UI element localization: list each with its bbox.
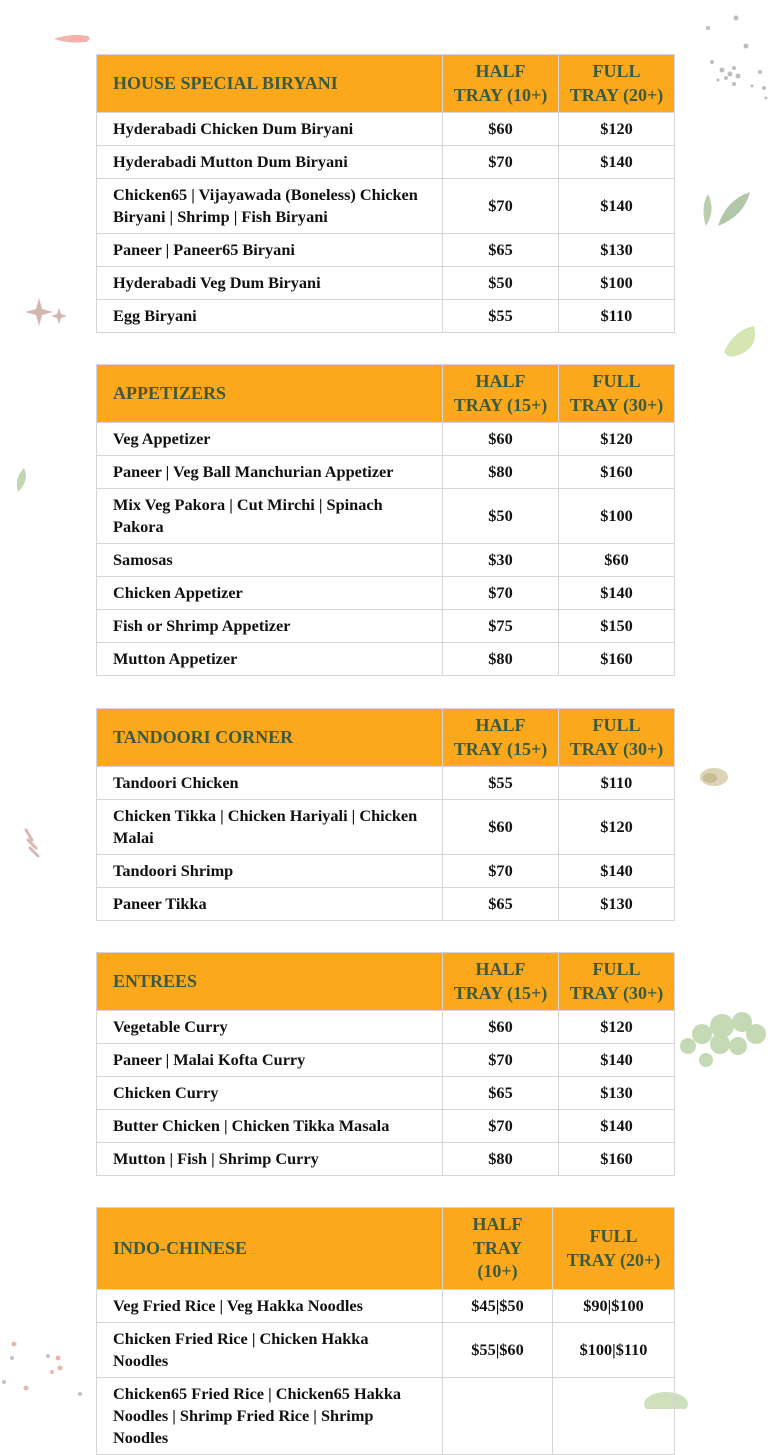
- bay-leaves-decoration-icon: [696, 186, 752, 232]
- half-tray-price: [443, 1378, 553, 1455]
- full-tray-price: $120: [559, 113, 675, 146]
- full-tray-header: FULL TRAY (30+): [559, 953, 675, 1011]
- full-tray-price: $90|$100: [553, 1290, 675, 1323]
- half-tray-header: HALF TRAY (10+): [443, 1208, 553, 1290]
- half-tray-price: $70: [443, 1044, 559, 1077]
- half-tray-price: $70: [443, 1110, 559, 1143]
- item-name: Hyderabadi Mutton Dum Biryani: [97, 146, 443, 179]
- full-tray-price: $120: [559, 1011, 675, 1044]
- half-tray-price: $80: [443, 643, 559, 676]
- table-row: [97, 1110, 675, 1143]
- indo-chinese-menu-table: [96, 1207, 675, 1455]
- table-header-row: [97, 365, 675, 423]
- section-title: INDO-CHINESE: [97, 1208, 443, 1290]
- full-tray-price: $120: [559, 423, 675, 456]
- half-tray-price: $60: [443, 423, 559, 456]
- table-row: [97, 1044, 675, 1077]
- half-tray-price: $60: [443, 800, 559, 855]
- full-tray-header: FULL TRAY (30+): [559, 365, 675, 423]
- half-tray-price: $55: [443, 300, 559, 333]
- spice-dots-decoration-icon: [0, 1336, 86, 1406]
- half-tray-price: $70: [443, 855, 559, 888]
- item-name: Chicken65 Fried Rice | Chicken65 Hakka Noodles | Shrimp Fried Rice | Shrimp Noodles: [97, 1378, 443, 1455]
- half-tray-header: HALF TRAY (15+): [443, 709, 559, 767]
- half-tray-price: $70: [443, 577, 559, 610]
- half-tray-price: $50: [443, 489, 559, 544]
- full-tray-price: $160: [559, 643, 675, 676]
- full-tray-price: $160: [559, 1143, 675, 1176]
- table-row: [97, 544, 675, 577]
- table-row: [97, 489, 675, 544]
- item-name: Chicken Curry: [97, 1077, 443, 1110]
- full-tray-header: FULL TRAY (20+): [559, 55, 675, 113]
- item-name: Paneer | Paneer65 Biryani: [97, 234, 443, 267]
- half-tray-price: $70: [443, 146, 559, 179]
- table-row: [97, 1143, 675, 1176]
- biryani-menu-table: [96, 54, 675, 333]
- full-tray-price: [553, 1378, 675, 1455]
- half-tray-price: $55: [443, 767, 559, 800]
- section-title: APPETIZERS: [97, 365, 443, 423]
- item-name: Hyderabadi Chicken Dum Biryani: [97, 113, 443, 146]
- table-row: [97, 1378, 675, 1455]
- half-tray-price: $75: [443, 610, 559, 643]
- table-row: [97, 146, 675, 179]
- item-name: Vegetable Curry: [97, 1011, 443, 1044]
- item-name: Mutton | Fish | Shrimp Curry: [97, 1143, 443, 1176]
- cilantro-decoration-icon: [672, 1004, 770, 1074]
- lime-wedge-decoration-icon: [720, 322, 760, 360]
- tandoori-menu-table: [96, 708, 675, 921]
- full-tray-header: FULL TRAY (20+): [553, 1208, 675, 1290]
- item-name: Mutton Appetizer: [97, 643, 443, 676]
- full-tray-header: FULL TRAY (30+): [559, 709, 675, 767]
- cinnamon-decoration-icon: [22, 826, 44, 860]
- item-name: Veg Fried Rice | Veg Hakka Noodles: [97, 1290, 443, 1323]
- item-name: Samosas: [97, 544, 443, 577]
- section-title: TANDOORI CORNER: [97, 709, 443, 767]
- full-tray-price: $130: [559, 234, 675, 267]
- half-tray-price: $60: [443, 113, 559, 146]
- item-name: Paneer Tikka: [97, 888, 443, 921]
- section-title: HOUSE SPECIAL BIRYANI: [97, 55, 443, 113]
- full-tray-price: $130: [559, 888, 675, 921]
- half-tray-price: $45|$50: [443, 1290, 553, 1323]
- table-row: [97, 1077, 675, 1110]
- full-tray-price: $160: [559, 456, 675, 489]
- table-row: [97, 267, 675, 300]
- table-header-row: [97, 953, 675, 1011]
- full-tray-price: $110: [559, 767, 675, 800]
- item-name: Veg Appetizer: [97, 423, 443, 456]
- half-tray-price: $80: [443, 1143, 559, 1176]
- item-name: Paneer | Veg Ball Manchurian Appetizer: [97, 456, 443, 489]
- full-tray-price: $120: [559, 800, 675, 855]
- half-tray-price: $80: [443, 456, 559, 489]
- table-row: [97, 767, 675, 800]
- item-name: Chicken Fried Rice | Chicken Hakka Noodles: [97, 1323, 443, 1378]
- table-row: [97, 1290, 675, 1323]
- peppercorns-decoration-icon: [700, 12, 770, 102]
- section-title: ENTREES: [97, 953, 443, 1011]
- table-row: [97, 456, 675, 489]
- star-anise-decoration-icon: [24, 296, 72, 330]
- table-row: [97, 1323, 675, 1378]
- half-tray-header: HALF TRAY (15+): [443, 365, 559, 423]
- item-name: Tandoori Chicken: [97, 767, 443, 800]
- item-name: Butter Chicken | Chicken Tikka Masala: [97, 1110, 443, 1143]
- full-tray-price: $110: [559, 300, 675, 333]
- table-header-row: [97, 709, 675, 767]
- full-tray-price: $140: [559, 146, 675, 179]
- table-header-row: [97, 55, 675, 113]
- half-tray-price: $70: [443, 179, 559, 234]
- half-tray-price: $30: [443, 544, 559, 577]
- full-tray-price: $140: [559, 855, 675, 888]
- item-name: Chicken Tikka | Chicken Hariyali | Chicken Malai: [97, 800, 443, 855]
- table-row: [97, 234, 675, 267]
- appetizers-menu-table: [96, 364, 675, 676]
- item-name: Paneer | Malai Kofta Curry: [97, 1044, 443, 1077]
- full-tray-price: $100|$110: [553, 1323, 675, 1378]
- item-name: Fish or Shrimp Appetizer: [97, 610, 443, 643]
- table-row: [97, 800, 675, 855]
- half-tray-header: HALF TRAY (15+): [443, 953, 559, 1011]
- table-row: [97, 855, 675, 888]
- half-tray-price: $50: [443, 267, 559, 300]
- table-row: [97, 610, 675, 643]
- table-row: [97, 300, 675, 333]
- half-tray-price: $65: [443, 888, 559, 921]
- half-tray-price: $55|$60: [443, 1323, 553, 1378]
- half-tray-price: $60: [443, 1011, 559, 1044]
- full-tray-price: $100: [559, 267, 675, 300]
- entrees-menu-table: [96, 952, 675, 1176]
- full-tray-price: $140: [559, 577, 675, 610]
- half-tray-header: HALF TRAY (10+): [443, 55, 559, 113]
- full-tray-price: $140: [559, 1110, 675, 1143]
- full-tray-price: $60: [559, 544, 675, 577]
- item-name: Tandoori Shrimp: [97, 855, 443, 888]
- half-tray-price: $65: [443, 234, 559, 267]
- table-row: [97, 888, 675, 921]
- table-row: [97, 423, 675, 456]
- full-tray-price: $140: [559, 179, 675, 234]
- table-row: [97, 179, 675, 234]
- full-tray-price: $150: [559, 610, 675, 643]
- table-row: [97, 577, 675, 610]
- item-name: Hyderabadi Veg Dum Biryani: [97, 267, 443, 300]
- table-row: [97, 643, 675, 676]
- table-row: [97, 113, 675, 146]
- table-row: [97, 1011, 675, 1044]
- half-tray-price: $65: [443, 1077, 559, 1110]
- table-header-row: [97, 1208, 675, 1290]
- full-tray-price: $140: [559, 1044, 675, 1077]
- item-name: Egg Biryani: [97, 300, 443, 333]
- leaf-decoration-icon: [12, 466, 32, 494]
- item-name: Chicken Appetizer: [97, 577, 443, 610]
- item-name: Mix Veg Pakora | Cut Mirchi | Spinach Pakora: [97, 489, 443, 544]
- full-tray-price: $130: [559, 1077, 675, 1110]
- item-name: Chicken65 | Vijayawada (Boneless) Chicken Biryani | Shrimp | Fish Biryani: [97, 179, 443, 234]
- cardamom-decoration-icon: [696, 762, 732, 792]
- chili-pepper-decoration-icon: [50, 30, 94, 48]
- full-tray-price: $100: [559, 489, 675, 544]
